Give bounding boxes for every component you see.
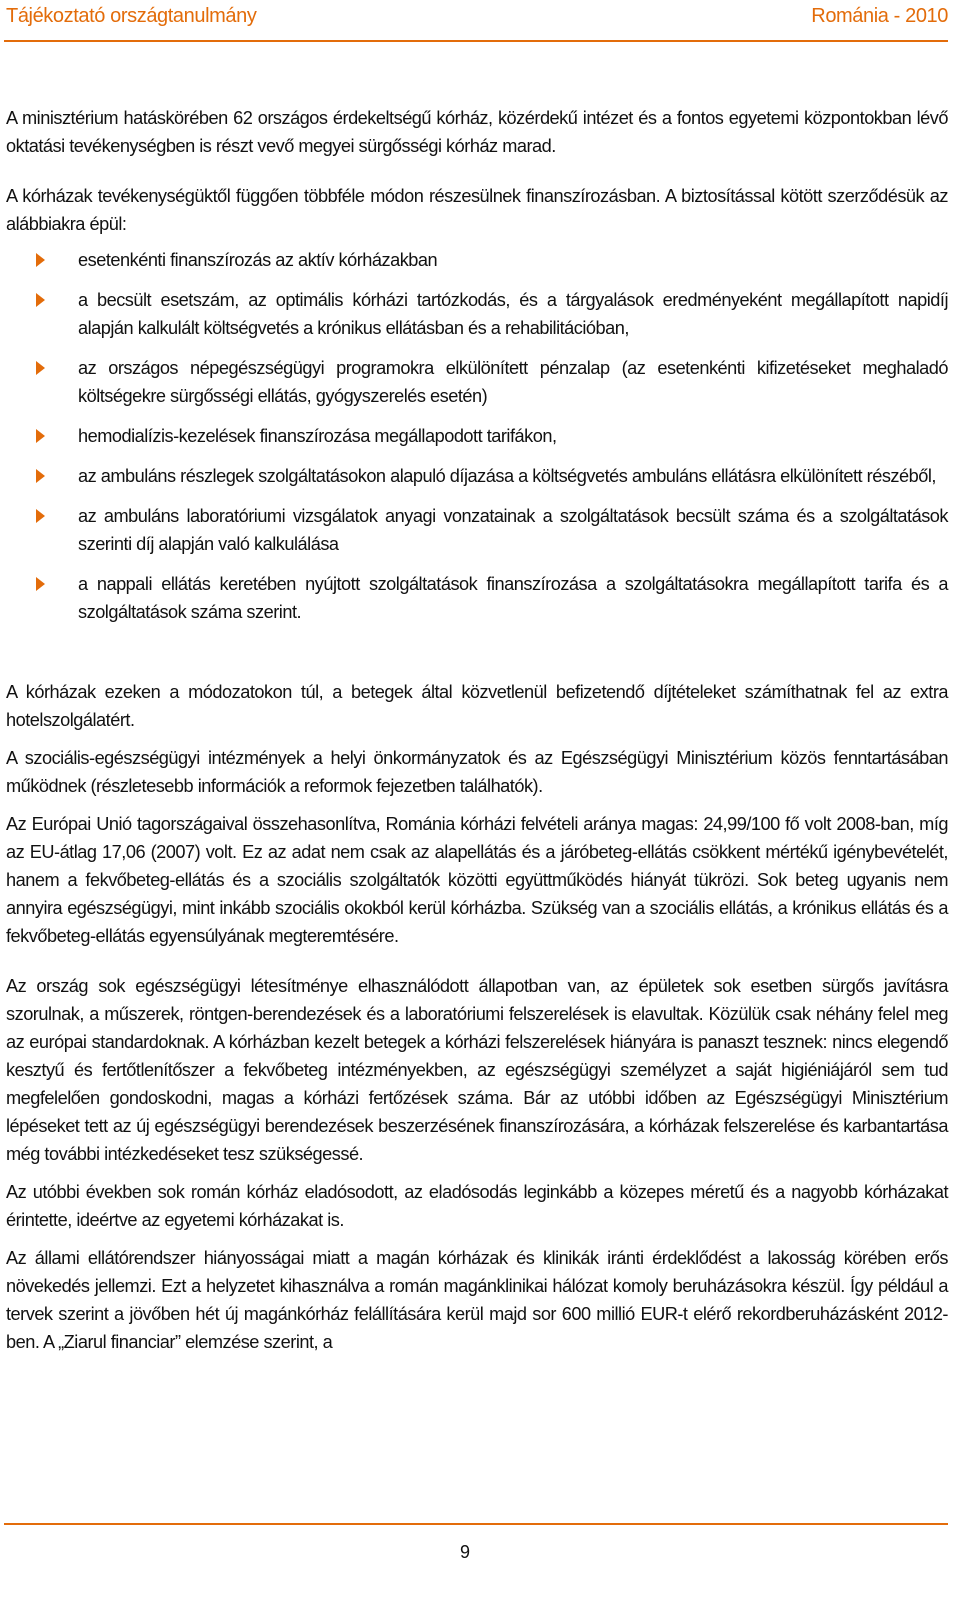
list-item-text: a becsült esetszám, az optimális kórházi tartózkodás, és a tárgyalások eredményeként megállapított napidíj alapján kalkulált költségvetés a krónikus ellátásban és a rehabilitációban, <box>78 290 948 338</box>
list-item <box>6 462 948 490</box>
triangle-bullet-icon <box>36 429 45 443</box>
header-document-title: Tájékoztató országtanulmány <box>6 5 257 27</box>
paragraph-ministry-hospitals: A minisztérium hatáskörében 62 országos érdekeltségű kórház, közérdekű intézet és a fontos egyetemi központokban lévő oktatási tevékenységben is részt vevő megyei sürgősségi kórház marad. <box>6 108 948 156</box>
triangle-bullet-icon <box>36 577 45 591</box>
list-item <box>6 502 948 558</box>
list-item <box>6 286 948 342</box>
page-number: 9 <box>459 1542 470 1562</box>
list-item-text: az országos népegészségügyi programokra elkülönített pénzalap (az esetenkénti kifizetéseket meghaladó költségekre sürgősségi ellátás, gyógyszerelés esetén) <box>78 358 948 406</box>
financing-list <box>6 246 948 626</box>
footer-divider <box>4 1523 948 1525</box>
list-item <box>6 570 948 626</box>
paragraph-private-hospitals: Az állami ellátórendszer hiányosságai miatt a magán kórházak és klinikák iránti érdeklődést a lakosság körében erős növekedés jellemzi. Ezt a helyzetet kihasználva a román magánklinikai hálózat komoly beruházásokra készül. Így például a tervek szerint a jövőben hét új magánkórház felállítására kerül majd sor 600 millió EUR-t elérő rekordberuházásként 2012-ben. A „Ziarul financiar” elemzése szerint, a <box>6 1248 948 1352</box>
paragraph-hospital-debt: Az utóbbi években sok román kórház eladósodott, az eladósodás leginkább a közepes méretű és a nagyobb kórházakat érintette, ideértve az egyetemi kórházakat is. <box>6 1182 948 1230</box>
triangle-bullet-icon <box>36 509 45 523</box>
header-divider <box>4 40 948 42</box>
triangle-bullet-icon <box>36 293 45 307</box>
triangle-bullet-icon <box>36 253 45 267</box>
triangle-bullet-icon <box>36 469 45 483</box>
list-item <box>6 246 948 274</box>
list-item-text: az ambuláns részlegek szolgáltatásokon alapuló díjazása a költségvetés ambuláns ellátásra elkülönített részéből, <box>78 466 936 486</box>
paragraph-financing-intro: A kórházak tevékenységüktől függően többféle módon részesülnek finanszírozásban. A biztosítással kötött szerződésük az alábbiakra épül: <box>6 186 948 234</box>
list-item-text: esetenkénti finanszírozás az aktív kórházakban <box>78 250 438 270</box>
list-item <box>6 422 948 450</box>
list-item-text: az ambuláns laboratóriumi vizsgálatok anyagi vonzatainak a szolgáltatások becsült száma és a szolgáltatások szerinti díj alapján való kalkulálása <box>78 506 948 554</box>
paragraph-admission-rate: Az Európai Unió tagországaival összehasonlítva, Románia kórházi felvételi aránya magas: 24,99/100 fő volt 2008-ban, míg az EU-átlag 17,06 (2007) volt. Ez az adat nem csak az alapellátás és a járóbeteg-ellátás csökkent mértékű igénybevételét, hanem a fekvőbeteg-ellátás és a szociális szolgáltatók közötti együttműködés hiányát tükrözi. Sok beteg ugyanis nem annyira egészségügyi, mint inkább szociális okokból kerül kórházba. Szükség van a szociális ellátás, a krónikus ellátás és a fekvőbeteg-ellátás egyensúlyának megteremtésére. <box>6 814 948 946</box>
list-item-text: a nappali ellátás keretében nyújtott szolgáltatások finanszírozása a szolgáltatásokra megállapított tarifa és a szolgáltatások száma szerint. <box>78 574 948 622</box>
list-item <box>6 354 948 410</box>
paragraph-social-health-institutions: A szociális-egészségügyi intézmények a helyi önkormányzatok és az Egészségügyi Minisztérium közös fenntartásában működnek (részletesebb információk a reformok fejezetben találhatók). <box>6 748 948 796</box>
header-country-year: Románia - 2010 <box>811 5 948 27</box>
paragraph-facility-condition: Az ország sok egészségügyi létesítménye elhasználódott állapotban van, az épületek sok esetben sürgős javításra szorulnak, a műszerek, röntgen-berendezések és a laboratóriumi felszerelések is elavultak. Közülük csak néhány felel meg az európai standardoknak. A kórházban kezelt betegek a kórházi felszerelések hiányára is panaszt tesznek: nincs elegendő kesztyű és fertőtlenítőszer a fekvőbeteg intézményekben, az egészségügyi személyzet a saját higiéniájáról sem tud megfelelően gondoskodni, magas a kórházi fertőzések száma. Bár az utóbbi időben az Egészségügyi Minisztérium lépéseket tett az új egészségügyi berendezések beszerzésének finanszírozására, a kórházak felszerelése és karbantartása még további intézkedéseket tesz szükségessé. <box>6 976 948 1164</box>
paragraph-extra-hotel-services: A kórházak ezeken a módozatokon túl, a betegek által közvetlenül befizetendő díjtételeket számíthatnak fel az extra hotelszolgálatért. <box>6 682 948 730</box>
document-body <box>6 104 948 1356</box>
list-item-text: hemodialízis-kezelések finanszírozása megállapodott tarifákon, <box>78 426 557 446</box>
triangle-bullet-icon <box>36 361 45 375</box>
page-header <box>0 0 960 40</box>
